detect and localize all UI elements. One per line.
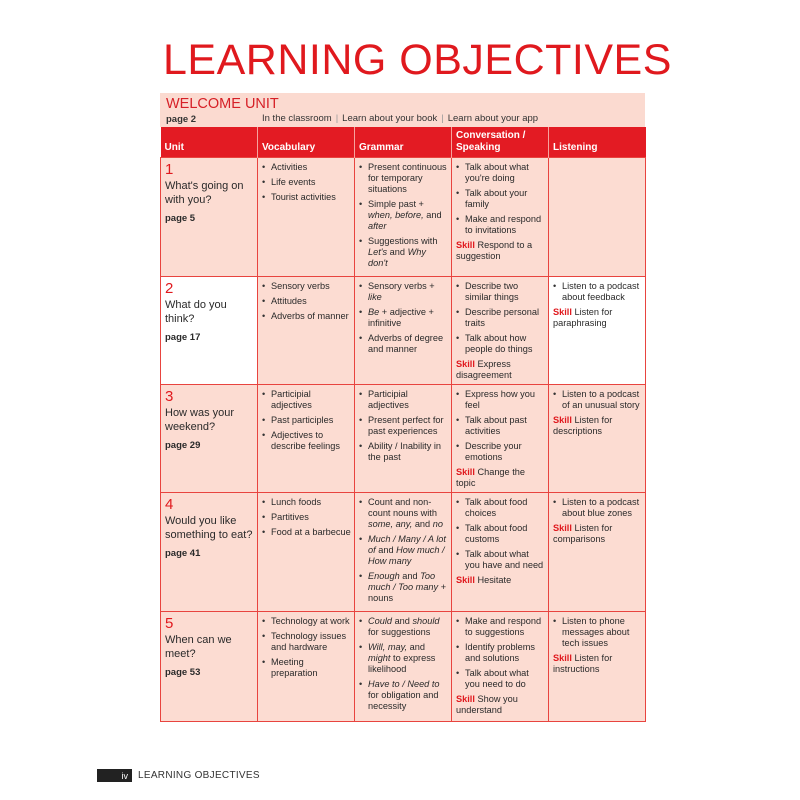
page-number: iv	[97, 769, 132, 782]
welcome-unit-title: WELCOME UNIT	[166, 96, 279, 112]
list-item: • Could and should for suggestions	[359, 616, 448, 638]
grammar-cell	[355, 157, 452, 276]
unit-cell	[161, 611, 258, 721]
footer-text: LEARNING OBJECTIVES	[138, 770, 260, 781]
list-item: • Enough and Too much / Too many + nouns	[359, 571, 448, 604]
list-item: • Make and respond to suggestions	[456, 616, 545, 638]
list-item: • Participial adjectives	[359, 389, 448, 411]
skill-line	[456, 575, 545, 586]
bullet-list	[456, 497, 545, 571]
listening-cell	[549, 276, 646, 384]
list-item: • Simple past + when, before, and after	[359, 199, 448, 232]
list-item: • Listen to phone messages about tech issues	[553, 616, 642, 649]
unit-question: When can we meet?	[165, 633, 232, 660]
list-item: • Attitudes	[262, 296, 351, 307]
bullet-list	[359, 281, 448, 355]
skill-label: Skill	[456, 693, 475, 704]
skill-text: Change the topic	[456, 466, 525, 488]
list-item: • Talk about past activities	[456, 415, 545, 437]
grammar-cell	[355, 384, 452, 492]
header-vocabulary: Vocabulary	[258, 127, 355, 157]
skill-label: Skill	[553, 652, 572, 663]
speaking-cell	[452, 157, 549, 276]
list-item: • Life events	[262, 177, 351, 188]
list-item: • Adverbs of manner	[262, 311, 351, 322]
list-item: • Talk about how people do things	[456, 333, 545, 355]
speaking-cell	[452, 492, 549, 611]
bullet-list	[359, 162, 448, 269]
welcome-unit-banner	[160, 93, 645, 127]
topic-separator: |	[441, 113, 444, 124]
list-item: • Count and non-count nouns with some, any, and no	[359, 497, 448, 530]
list-item: • Talk about what you're doing	[456, 162, 545, 184]
objectives-table	[160, 127, 646, 722]
welcome-topic: Learn about your book	[342, 113, 438, 124]
bullet-list	[456, 389, 545, 463]
list-item: • Talk about food customs	[456, 523, 545, 545]
skill-text: Listen for instructions	[553, 652, 613, 674]
skill-line	[456, 240, 545, 262]
grammar-cell	[355, 492, 452, 611]
unit-number: 1	[165, 160, 174, 178]
list-item: • Suggestions with Let's and Why don't	[359, 236, 448, 269]
skill-text: Hesitate	[477, 574, 512, 585]
skill-text: Express disagreement	[456, 358, 512, 380]
bullet-list	[553, 281, 642, 303]
skill-text: Show you understand	[456, 693, 518, 715]
list-item: • Adverbs of degree and manner	[359, 333, 448, 355]
list-item: • Listen to a podcast of an unusual story	[553, 389, 642, 411]
unit-page: page 41	[165, 547, 201, 559]
unit-question: Would you like something to eat?	[165, 514, 253, 541]
header-grammar: Grammar	[355, 127, 452, 157]
bullet-list	[262, 389, 351, 452]
unit-cell	[161, 492, 258, 611]
bullet-list	[359, 497, 448, 604]
skill-line	[553, 415, 642, 437]
list-item: • Identify problems and solutions	[456, 642, 545, 664]
bullet-list	[456, 281, 545, 355]
unit-question: What's going on with you?	[165, 179, 244, 206]
unit-page: page 29	[165, 439, 201, 451]
list-item: • Partitives	[262, 512, 351, 523]
listening-cell	[549, 157, 646, 276]
unit-row	[161, 611, 646, 721]
welcome-topic: In the classroom	[262, 113, 332, 124]
list-item: • Tourist activities	[262, 192, 351, 203]
unit-row	[161, 492, 646, 611]
skill-line	[456, 359, 545, 381]
unit-question: How was your weekend?	[165, 406, 235, 433]
list-item: • Describe your emotions	[456, 441, 545, 463]
list-item: • Meeting preparation	[262, 657, 351, 679]
list-item: • Technology issues and hardware	[262, 631, 351, 653]
skill-line	[553, 653, 642, 675]
list-item: • Describe two similar things	[456, 281, 545, 303]
welcome-unit-topics	[262, 113, 538, 124]
speaking-cell	[452, 611, 549, 721]
list-item: • Talk about what you have and need	[456, 549, 545, 571]
list-item: • Describe personal traits	[456, 307, 545, 329]
vocabulary-cell	[258, 492, 355, 611]
bullet-list	[262, 497, 351, 538]
listening-cell	[549, 611, 646, 721]
skill-text: Listen for comparisons	[553, 522, 613, 544]
grammar-cell	[355, 276, 452, 384]
list-item: • Sensory verbs	[262, 281, 351, 292]
unit-rows	[161, 157, 646, 721]
vocabulary-cell	[258, 611, 355, 721]
unit-number: 4	[165, 495, 174, 513]
skill-label: Skill	[456, 239, 475, 250]
bullet-list	[456, 616, 545, 690]
vocabulary-cell	[258, 276, 355, 384]
list-item: • Ability / Inability in the past	[359, 441, 448, 463]
unit-row	[161, 276, 646, 384]
list-item: • Lunch foods	[262, 497, 351, 508]
list-item: • Talk about food choices	[456, 497, 545, 519]
list-item: • Activities	[262, 162, 351, 173]
list-item: • Present perfect for past experiences	[359, 415, 448, 437]
skill-label: Skill	[456, 466, 475, 477]
list-item: • Technology at work	[262, 616, 351, 627]
skill-line	[456, 467, 545, 489]
skill-label: Skill	[456, 574, 475, 585]
bullet-list	[359, 616, 448, 712]
unit-number: 2	[165, 279, 174, 297]
skill-label: Skill	[456, 358, 475, 369]
skill-label: Skill	[553, 306, 572, 317]
list-item: • Past participles	[262, 415, 351, 426]
vocabulary-cell	[258, 157, 355, 276]
speaking-cell	[452, 276, 549, 384]
list-item: • Will, may, and might to express likelihood	[359, 642, 448, 675]
skill-line	[553, 307, 642, 329]
list-item: • Be + adjective + infinitive	[359, 307, 448, 329]
unit-cell	[161, 384, 258, 492]
vocabulary-cell	[258, 384, 355, 492]
list-item: • Sensory verbs + like	[359, 281, 448, 303]
welcome-unit-page: page 2	[166, 114, 197, 125]
bullet-list	[553, 616, 642, 649]
skill-text: Respond to a suggestion	[456, 239, 533, 261]
unit-row	[161, 157, 646, 276]
header-listening: Listening	[549, 127, 646, 157]
list-item: • Talk about your family	[456, 188, 545, 210]
bullet-list	[262, 616, 351, 679]
unit-row	[161, 384, 646, 492]
unit-cell	[161, 276, 258, 384]
page-title: LEARNING OBJECTIVES	[163, 36, 672, 84]
list-item: • Much / Many / A lot of and How much / How many	[359, 534, 448, 567]
unit-page: page 17	[165, 331, 201, 343]
page-footer	[97, 769, 260, 782]
topic-separator: |	[335, 113, 339, 124]
skill-line	[553, 523, 642, 545]
bullet-list	[262, 281, 351, 322]
listening-cell	[549, 492, 646, 611]
header-unit: Unit	[161, 127, 258, 157]
list-item: • Food at a barbecue	[262, 527, 351, 538]
unit-page: page 5	[165, 212, 196, 224]
header-row	[161, 127, 646, 157]
bullet-list	[553, 497, 642, 519]
unit-number: 3	[165, 387, 174, 405]
speaking-cell	[452, 384, 549, 492]
list-item: • Present continuous for temporary situations	[359, 162, 448, 195]
bullet-list	[262, 162, 351, 203]
list-item: • Express how you feel	[456, 389, 545, 411]
bullet-list	[359, 389, 448, 463]
header-speaking: Conversation / Speaking	[452, 127, 549, 157]
skill-label: Skill	[553, 522, 572, 533]
list-item: • Participial adjectives	[262, 389, 351, 411]
bullet-list	[553, 389, 642, 411]
unit-page: page 53	[165, 666, 201, 678]
grammar-cell	[355, 611, 452, 721]
list-item: • Listen to a podcast about feedback	[553, 281, 642, 303]
list-item: • Adjectives to describe feelings	[262, 430, 351, 452]
skill-line	[456, 694, 545, 716]
listening-cell	[549, 384, 646, 492]
list-item: • Have to / Need to for obligation and necessity	[359, 679, 448, 712]
list-item: • Talk about what you need to do	[456, 668, 545, 690]
unit-cell	[161, 157, 258, 276]
skill-text: Listen for descriptions	[553, 414, 613, 436]
list-item: • Make and respond to invitations	[456, 214, 545, 236]
unit-question: What do you think?	[165, 298, 227, 325]
skill-text: Listen for paraphrasing	[553, 306, 613, 328]
welcome-topic: Learn about your app	[447, 113, 539, 124]
bullet-list	[456, 162, 545, 236]
skill-label: Skill	[553, 414, 572, 425]
list-item: • Listen to a podcast about blue zones	[553, 497, 642, 519]
unit-number: 5	[165, 614, 174, 632]
